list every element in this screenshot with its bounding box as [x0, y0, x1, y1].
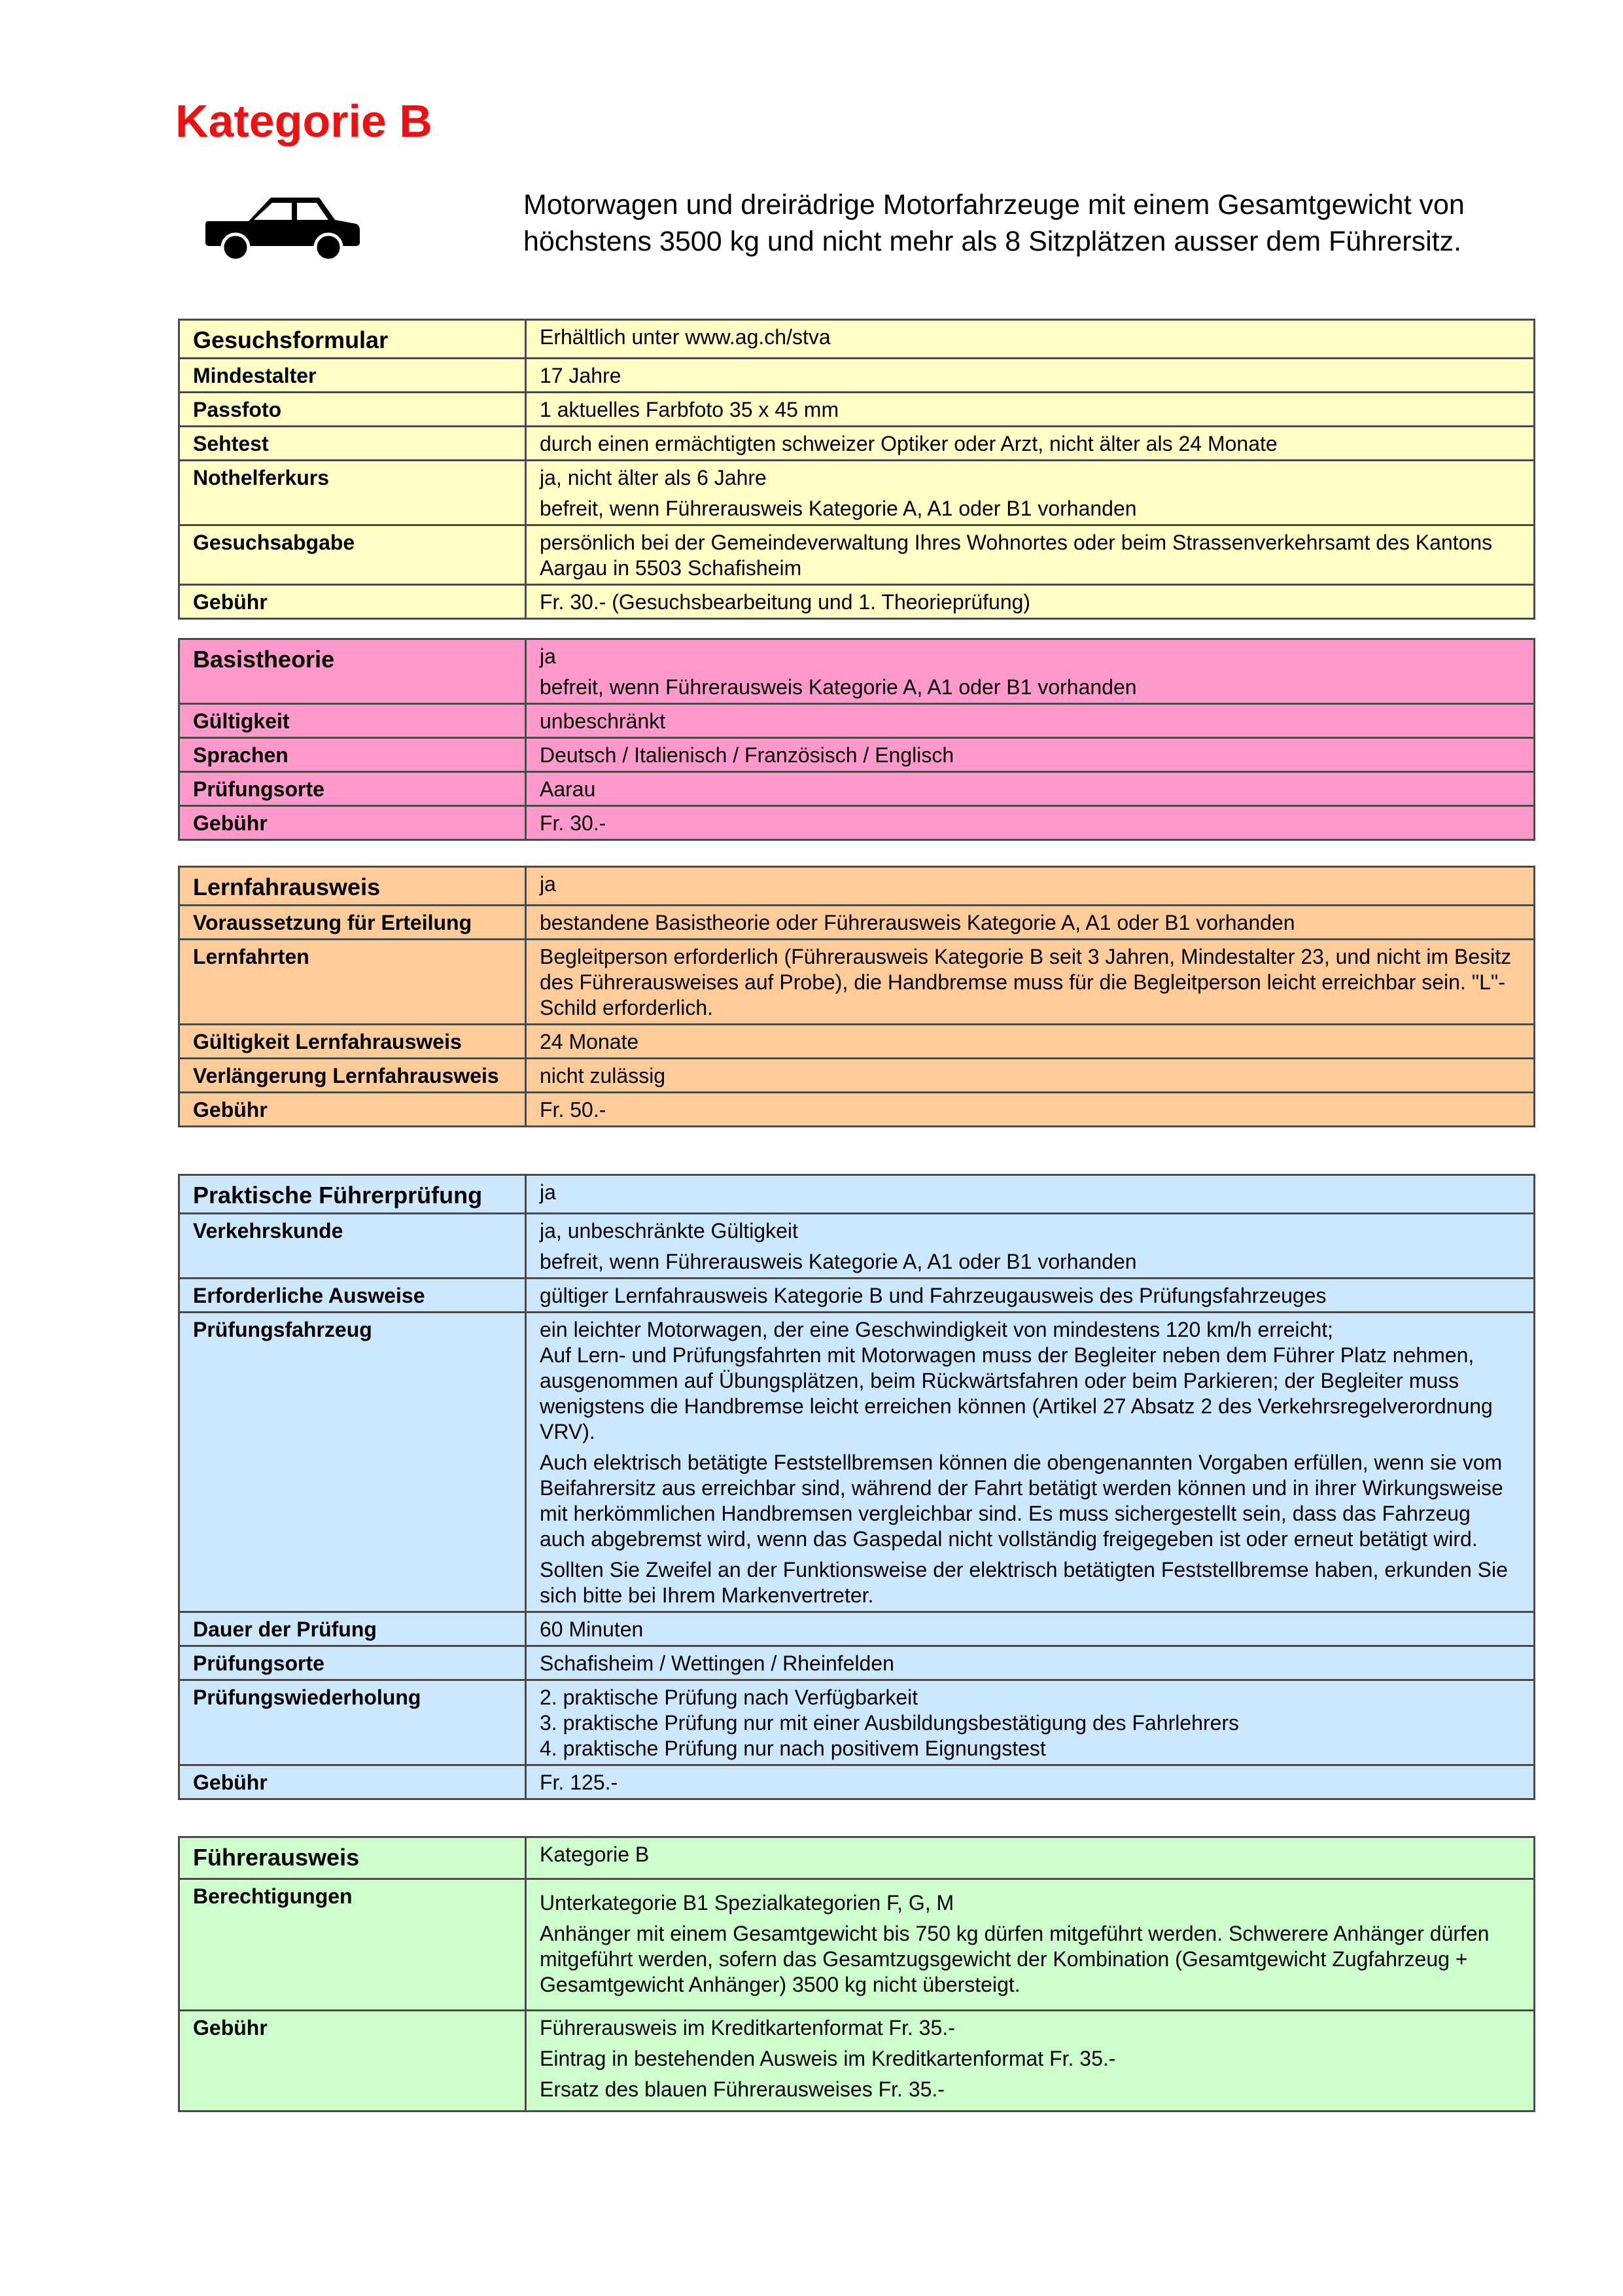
row-label: Mindestalter [179, 359, 526, 393]
table-row [179, 867, 1535, 906]
row-value: Fr. 125.- [526, 1765, 1535, 1799]
row-value: 17 Jahre [526, 359, 1535, 393]
table-row [179, 772, 1535, 806]
row-value: bestandene Basistheorie oder Führerausweis Kategorie A, A1 oder B1 vorhanden [526, 906, 1535, 940]
table-row [179, 1313, 1535, 1612]
row-value: 1 aktuelles Farbfoto 35 x 45 mm [526, 393, 1535, 427]
row-value: ja [526, 1175, 1535, 1214]
table-row [179, 461, 1535, 525]
row-label: Gebühr [179, 2011, 526, 2111]
row-label: Gebühr [179, 1093, 526, 1127]
table-row [179, 940, 1535, 1025]
row-value-line: Ersatz des blauen Führerausweises Fr. 35.- [540, 2077, 945, 2101]
table-row [179, 585, 1535, 619]
row-label: Sehtest [179, 427, 526, 461]
table-row [179, 906, 1535, 940]
car-icon [204, 190, 361, 262]
row-value: nicht zulässig [526, 1059, 1535, 1093]
row-label: Gesuchsabgabe [179, 525, 526, 585]
row-value: Fr. 30.- [526, 806, 1535, 840]
table-row [179, 1025, 1535, 1059]
row-value: gültiger Lernfahrausweis Kategorie B und Fahrzeugausweis des Prüfungsfahrzeuges [526, 1279, 1535, 1313]
row-value: Aarau [526, 772, 1535, 806]
page-title: Kategorie B [175, 96, 432, 147]
gesuch-table [178, 319, 1535, 620]
table-row [179, 320, 1535, 359]
table-row [179, 1837, 1535, 1879]
table-row [179, 1175, 1535, 1214]
row-value-line: ja [540, 645, 556, 668]
row-label: Dauer der Prüfung [179, 1612, 526, 1646]
table-row [179, 2011, 1535, 2111]
row-label: Prüfungsfahrzeug [179, 1313, 526, 1612]
row-value [526, 1879, 1535, 2011]
row-value: Deutsch / Italienisch / Französisch / Englisch [526, 738, 1535, 772]
fuehrerausweis-table [178, 1836, 1535, 2112]
row-value: Schafisheim / Wettingen / Rheinfelden [526, 1646, 1535, 1680]
row-value [526, 639, 1535, 704]
table-row [179, 806, 1535, 840]
row-label: Nothelferkurs [179, 461, 526, 525]
row-label: Prüfungswiederholung [179, 1680, 526, 1765]
table-row [179, 1279, 1535, 1313]
row-value: Fr. 30.- (Gesuchsbearbeitung und 1. Theorieprüfung) [526, 585, 1535, 619]
table-row [179, 359, 1535, 393]
row-label: Gebühr [179, 1765, 526, 1799]
table-row [179, 704, 1535, 738]
row-value-line: befreit, wenn Führerausweis Kategorie A, A1 oder B1 vorhanden [540, 1250, 1137, 1273]
row-value [526, 461, 1535, 525]
row-label: Lernfahrten [179, 940, 526, 1025]
table-row [179, 1646, 1535, 1680]
row-value: unbeschränkt [526, 704, 1535, 738]
table-row [179, 1612, 1535, 1646]
row-label: Voraussetzung für Erteilung [179, 906, 526, 940]
table-row [179, 1214, 1535, 1279]
row-value-paragraph: ein leichter Motorwagen, der eine Geschwindigkeit von mindestens 120 km/h erreicht; [540, 1318, 1334, 1341]
row-value [526, 1313, 1535, 1612]
row-label: Verkehrskunde [179, 1214, 526, 1279]
table-row [179, 1059, 1535, 1093]
row-value-paragraph: Auch elektrisch betätigte Feststellbremsen können die obengenannten Vorgaben erfüllen, wenn sie vom Beifahrersitz aus erreichbar sind, während der Fahrt betätigt werden können und in ihrer Wirkungsweise mit herkömmlichen Handbremsen vergleichbar sind. Es muss sichergestellt sein, dass das Fahrzeug auch abgebremst wird, wenn das Gaspedal nicht vollständig freigegeben ist oder erneut betätigt wird. [540, 1451, 1503, 1551]
row-value-paragraph: Sollten Sie Zweifel an der Funktionsweise der elektrisch betätigten Feststellbremse haben, erkunden Sie sich bitte bei Ihrem Markenvertreter. [540, 1558, 1508, 1607]
table-row [179, 1879, 1535, 2011]
table-row [179, 393, 1535, 427]
row-value: Fr. 50.- [526, 1093, 1535, 1127]
row-value [526, 1680, 1535, 1765]
table-row [179, 1093, 1535, 1127]
basistheorie-table [178, 638, 1535, 841]
row-value-line: Führerausweis im Kreditkartenformat Fr. 35.- [540, 2016, 955, 2040]
row-value-paragraph: Anhänger mit einem Gesamtgewicht bis 750 kg dürfen mitgeführt werden. Schwerere Anhänger dürfen mitgeführt werden, sofern das Gesamtzugsgewicht der Kombination (Gesamtgewicht Zugfahrzeug + Gesamtgewicht Anhänger) 3500 kg nicht übersteigt. [540, 1922, 1490, 1996]
row-value-line: ja, unbeschränkte Gültigkeit [540, 1219, 798, 1243]
row-label: Führerausweis [179, 1837, 526, 1879]
row-label: Gültigkeit Lernfahrausweis [179, 1025, 526, 1059]
row-value: 24 Monate [526, 1025, 1535, 1059]
row-value-line: 4. praktische Prüfung nur nach positivem Eignungstest [540, 1737, 1046, 1760]
row-value: Kategorie B [526, 1837, 1535, 1879]
row-value-line: Eintrag in bestehenden Ausweis im Kreditkartenformat Fr. 35.- [540, 2047, 1116, 2070]
table-row [179, 1765, 1535, 1799]
row-value: Begleitperson erforderlich (Führerausweis Kategorie B seit 3 Jahren, Mindestalter 23, und nicht im Besitz des Führerausweises auf Probe), die Handbremse muss für die Begleitperson leicht erreichbar sein. "L"-Schild erforderlich. [526, 940, 1535, 1025]
row-label: Basistheorie [179, 639, 526, 704]
row-value-line: 2. praktische Prüfung nach Verfügbarkeit [540, 1686, 918, 1709]
row-label: Gesuchsformular [179, 320, 526, 359]
row-label: Prüfungsorte [179, 772, 526, 806]
row-label: Lernfahrausweis [179, 867, 526, 906]
category-description: Motorwagen und dreirädrige Motorfahrzeuge mit einem Gesamtgewicht von höchstens 3500 kg und nicht mehr als 8 Sitzplätzen ausser dem Führersitz. [523, 189, 1465, 257]
row-label: Gebühr [179, 806, 526, 840]
row-label: Sprachen [179, 738, 526, 772]
row-value-line: ja, nicht älter als 6 Jahre [540, 466, 767, 489]
table-row [179, 427, 1535, 461]
table-row [179, 738, 1535, 772]
lernfahrausweis-table [178, 866, 1535, 1127]
row-label: Praktische Führerprüfung [179, 1175, 526, 1214]
row-value-line: Unterkategorie B1 Spezialkategorien F, G, M [540, 1891, 954, 1915]
row-value-line: befreit, wenn Führerausweis Kategorie A, A1 oder B1 vorhanden [540, 497, 1137, 520]
row-value-paragraph: Auf Lern- und Prüfungsfahrten mit Motorwagen muss der Begleiter neben dem Führer Platz nehmen, ausgenommen auf Übungsplätzen, beim Rückwärtsfahren oder beim Parkieren; der Begleiter muss wenigstens die Handbremse leicht erreichen können (Artikel 27 Absatz 2 des Verkehrsregelverordnung VRV). [540, 1343, 1493, 1443]
row-value: Erhältlich unter www.ag.ch/stva [526, 320, 1535, 359]
row-value: durch einen ermächtigten schweizer Optiker oder Arzt, nicht älter als 24 Monate [526, 427, 1535, 461]
row-value: persönlich bei der Gemeindeverwaltung Ihres Wohnortes oder beim Strassenverkehrsamt des Kantons Aargau in 5503 Schafisheim [526, 525, 1535, 585]
row-value [526, 1214, 1535, 1279]
table-row [179, 1680, 1535, 1765]
row-value [526, 2011, 1535, 2111]
row-label: Prüfungsorte [179, 1646, 526, 1680]
row-label: Verlängerung Lernfahrausweis [179, 1059, 526, 1093]
row-label: Gültigkeit [179, 704, 526, 738]
row-value: 60 Minuten [526, 1612, 1535, 1646]
row-value: ja [526, 867, 1535, 906]
row-label: Gebühr [179, 585, 526, 619]
row-label: Berechtigungen [179, 1879, 526, 2011]
row-value-line: befreit, wenn Führerausweis Kategorie A, A1 oder B1 vorhanden [540, 675, 1137, 699]
table-row [179, 639, 1535, 704]
praktische-pruefung-table [178, 1174, 1535, 1800]
row-label: Erforderliche Ausweise [179, 1279, 526, 1313]
row-value-line: 3. praktische Prüfung nur mit einer Ausbildungsbestätigung des Fahrlehrers [540, 1711, 1240, 1735]
table-row [179, 525, 1535, 585]
row-label: Passfoto [179, 393, 526, 427]
